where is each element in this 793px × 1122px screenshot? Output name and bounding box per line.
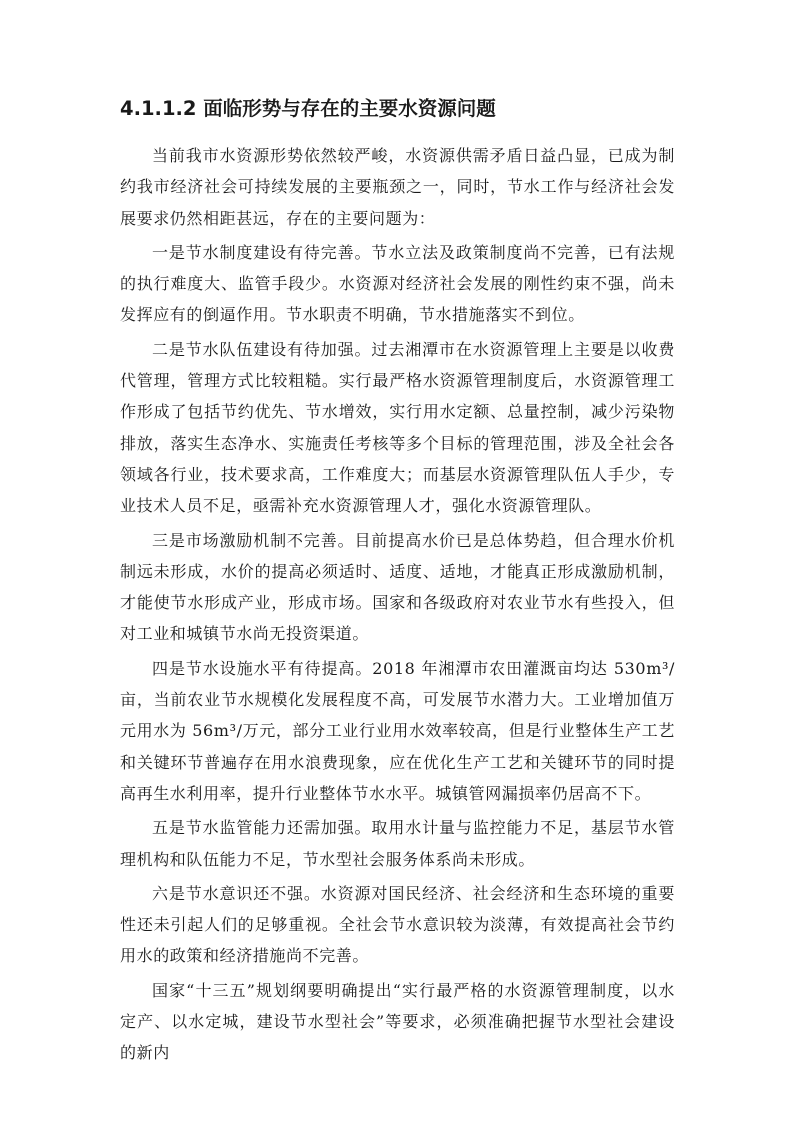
paragraph-issue-4: 四是节水设施水平有待提高。2018 年湘潭市农田灌溉亩均达 530m³/亩，当前农业节水规模化发展程度不高，可发展节水潜力大。工业增加值万元用水为 56m³/万元，部分工业行业用水效率较高，但是行业整体生产工艺和关键环节普遍存在用水浪费现象，应在优化生产工艺和关键环节的同时提高再生水利用率，提升行业整体节水水平。城镇管网漏损率仍居高不下。 [120, 658, 675, 803]
paragraph-intro: 当前我市水资源形势依然较严峻，水资源供需矛盾日益凸显，已成为制约我市经济社会可持续发展的主要瓶颈之一，同时，节水工作与经济社会发展要求仍然相距甚远，存在的主要问题为： [120, 146, 675, 228]
paragraph-issue-1: 一是节水制度建设有待完善。节水立法及政策制度尚不完善，已有法规的执行难度大、监管手段少。水资源对经济社会发展的刚性约束不强，尚未发挥应有的倒逼作用。节水职责不明确，节水措施落实不到位。 [120, 242, 675, 325]
section-heading: 4.1.1.2 面临形势与存在的主要水资源问题 [120, 97, 496, 120]
paragraph-issue-2: 二是节水队伍建设有待加强。过去湘潭市在水资源管理上主要是以收费代管理，管理方式比较粗糙。实行最严格水资源管理制度后，水资源管理工作形成了包括节约优先、节水增效，实行用水定额、总量控制，减少污染物排放，落实生态净水、实施责任考核等多个目标的管理范围，涉及全社会各领域各行业，技术要求高，工作难度大；而基层水资源管理队伍人手少，专业技术人员不足，亟需补充水资源管理人才，强化水资源管理队。 [120, 339, 675, 516]
paragraph-issue-5: 五是节水监管能力还需加强。取用水计量与监控能力不足，基层节水管理机构和队伍能力不足，节水型社会服务体系尚未形成。 [120, 818, 675, 869]
paragraph-issue-3: 三是市场激励机制不完善。目前提高水价已是总体势趋，但合理水价机制远未形成，水价的提高必须适时、适度、适地，才能真正形成激励机制，才能使节水形成产业，形成市场。国家和各级政府对农业节水有些投入，但对工业和城镇节水尚无投资渠道。 [120, 530, 675, 644]
paragraph-issue-6: 六是节水意识还不强。水资源对国民经济、社会经济和生态环境的重要性还未引起人们的足够重视。全社会节水意识较为淡薄，有效提高社会节约用水的政策和经济措施尚不完善。 [120, 883, 675, 966]
paragraph-national-plan: 国家“十三五”规划纲要明确提出“实行最严格的水资源管理制度，以水定产、以水定城，建设节水型社会”等要求，必须准确把握节水型社会建设的新内 [120, 980, 675, 1063]
